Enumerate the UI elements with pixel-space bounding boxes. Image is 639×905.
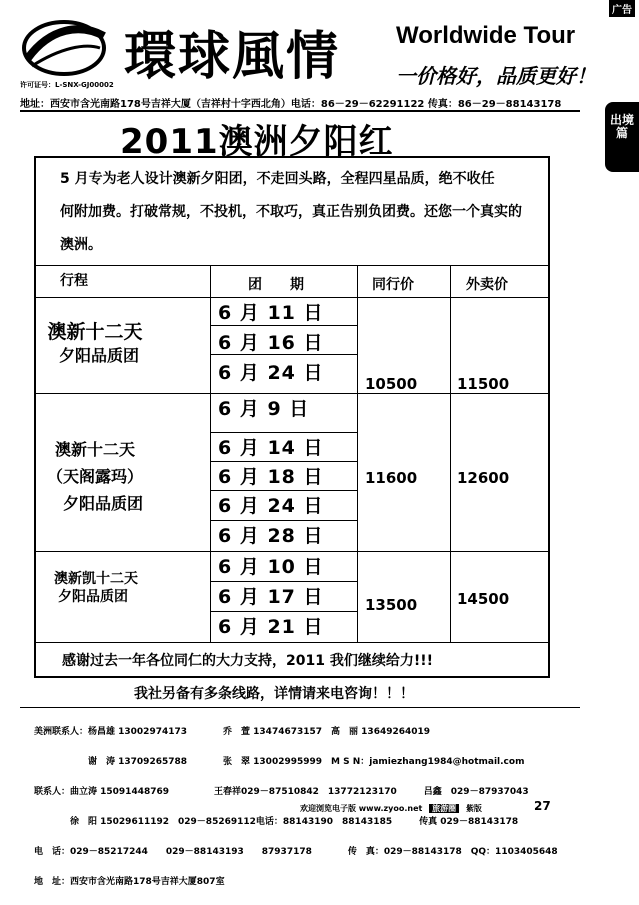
contact-line[interactable]: 谢 涛 13709265788 张 翠 13002995999 M S N：jamiezhang1984@hotmail.com: [34, 757, 525, 767]
route-name: 澳新十二天: [47, 321, 143, 343]
route-subtitle: 夕阳品质团: [58, 589, 128, 605]
footer: [300, 803, 482, 814]
intro-line: 5 月专为老人设计澳新夕阳团，不走回头路，全程四星品质，绝不收任: [60, 171, 495, 187]
date-divider: [210, 325, 357, 326]
header-divider: [20, 110, 580, 112]
departure-date[interactable]: 6 月 28 日: [218, 525, 324, 547]
departure-date[interactable]: 6 月 14 日: [218, 437, 324, 459]
company-address: 地址：西安市含光南路178号吉祥大厦（吉祥村十字西北角）电话：86－29－62291122 传真：86－29－88143178: [20, 99, 562, 110]
header-retail-price: 外卖价: [466, 277, 508, 293]
departure-date[interactable]: 6 月 21 日: [218, 616, 324, 638]
contact-line: 美洲联系人：杨昌雄 13002974173 乔 萱 13474673157 高 丽 13649264019: [34, 727, 431, 737]
footer-badge: 旅游圈: [429, 804, 459, 813]
header-route: 行程: [60, 273, 88, 289]
footer-website[interactable]: 欢迎浏览电子版 www.zyoo.net: [300, 804, 423, 813]
route-subtitle: 夕阳品质团: [62, 494, 143, 513]
footer-edition: 紫版: [465, 804, 482, 813]
section-tab-outbound[interactable]: 出境篇: [605, 102, 639, 172]
departure-date[interactable]: 6 月 16 日: [218, 332, 324, 354]
contact-line: 电 话：029－85217244 029－88143193 87937178 传 真：029－88143178 QQ：1103405648: [34, 847, 558, 857]
route-name: 澳新十二天: [54, 440, 135, 459]
column-divider: [450, 265, 451, 642]
trade-price: 13500: [365, 596, 418, 614]
page-number: 27: [534, 799, 551, 813]
column-divider: [210, 265, 211, 642]
table-bottom-line: [34, 642, 550, 643]
page-title: 2011澳洲夕阳红: [120, 122, 394, 162]
brand-name: 環球風情: [124, 26, 341, 87]
brand-english-name: Worldwide Tour: [396, 22, 576, 49]
trade-price: 10500: [365, 375, 418, 393]
departure-date[interactable]: 6 月 9 日: [218, 398, 310, 420]
retail-price: 11500: [457, 375, 510, 393]
route-subtitle: 夕阳品质团: [58, 346, 139, 365]
departure-date[interactable]: 6 月 11 日: [218, 302, 324, 324]
thanks-message: 感谢过去一年各位同仁的大力支持，2011 我们继续给力!!!: [62, 653, 433, 669]
departure-date[interactable]: 6 月 10 日: [218, 556, 324, 578]
contact-line: 徐 阳 15029611192 029－85269112电话：88143190 88143185 传真 029－88143178: [34, 817, 519, 827]
header-dates: 团 期: [248, 277, 304, 293]
departure-date[interactable]: 6 月 18 日: [218, 466, 324, 488]
brand-slogan: 一价格好，品质更好！: [396, 64, 596, 88]
retail-price: 12600: [457, 469, 510, 487]
route-name: 澳新凯十二天: [54, 571, 138, 587]
header-trade-price: 同行价: [372, 277, 414, 293]
ad-label: 广告: [609, 0, 635, 17]
contacts-divider: [20, 707, 580, 708]
license-number: 许可证号：L-SNX-GJ00002: [20, 81, 114, 89]
globe-logo-icon: [20, 18, 108, 78]
more-routes-note: 我社另备有多条线路，详情请来电咨询！！！: [134, 686, 414, 702]
contact-line: 地 址：西安市含光南路178号吉祥大厦807室: [34, 877, 225, 887]
intro-line: 澳洲。: [60, 237, 102, 253]
route-hotel: （天阁露玛）: [46, 467, 143, 486]
column-divider: [357, 265, 358, 642]
contact-line: 联系人：曲立涛 15091448769 王春祥029－87510842 13772123170 吕鑫 029－87937043: [34, 787, 529, 797]
retail-price: 14500: [457, 590, 510, 608]
departure-date[interactable]: 6 月 24 日: [218, 362, 324, 384]
departure-date[interactable]: 6 月 17 日: [218, 586, 324, 608]
table-top-line: [34, 265, 550, 266]
intro-line: 何附加费。打破常规，不投机，不取巧，真正告别负团费。还您一个真实的: [60, 204, 522, 220]
departure-date[interactable]: 6 月 24 日: [218, 495, 324, 517]
intro-text: [60, 163, 540, 262]
trade-price: 11600: [365, 469, 418, 487]
